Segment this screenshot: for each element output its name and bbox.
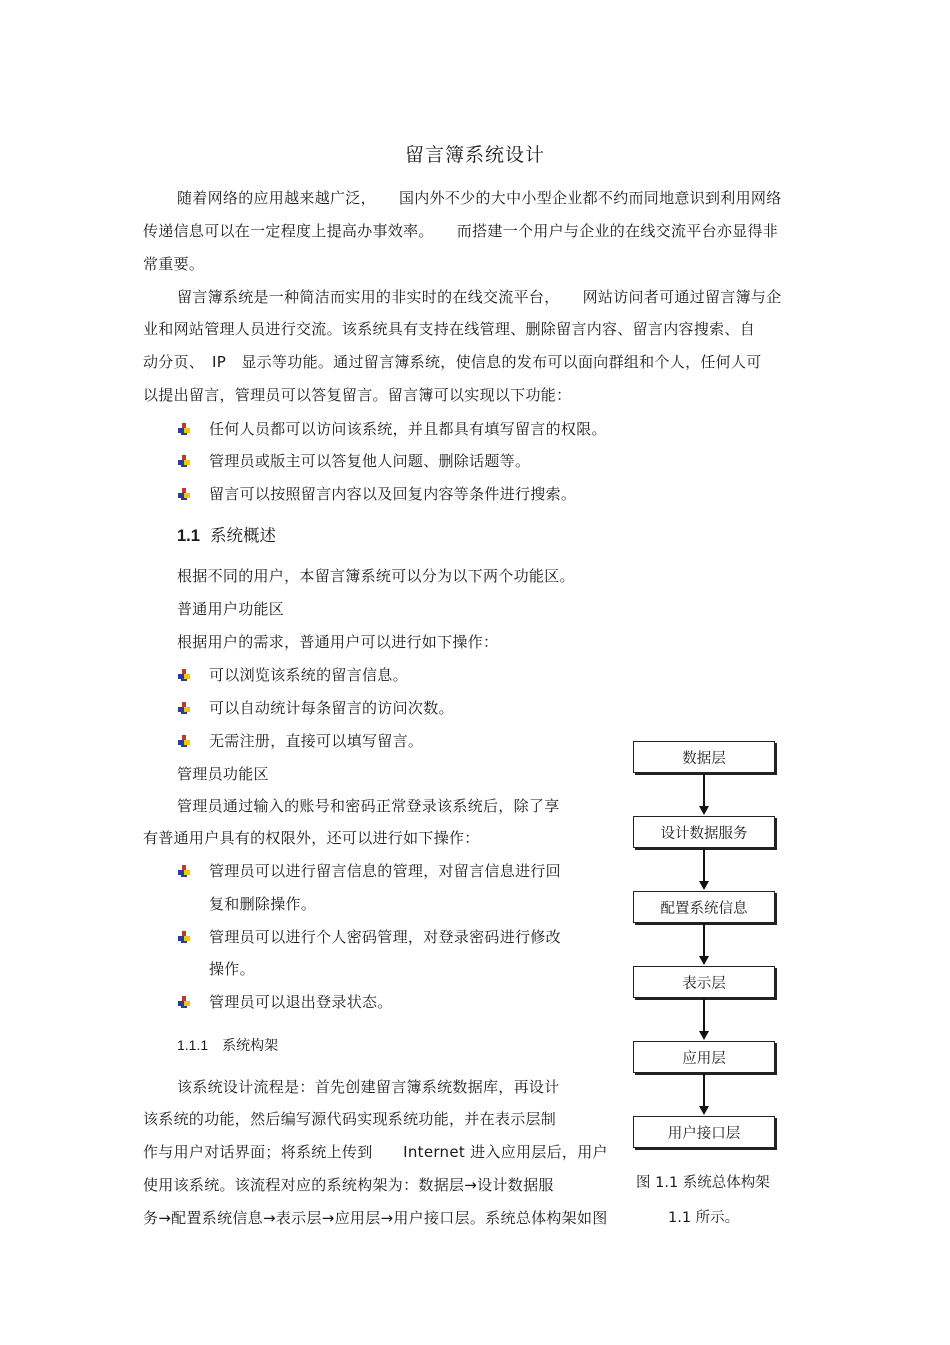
arrow-connector [703, 924, 705, 956]
intro-bullet-3: 留言可以按照留言内容以及回复内容等条件进行搜索。 [209, 485, 577, 503]
admin-area-intro-line-2: 有普通用户具有的权限外，还可以进行如下操作： [143, 829, 480, 847]
user-bullet-2: 可以自动统计每条留言的访问次数。 [209, 699, 454, 717]
subsection-number: 1.1.1 [177, 1037, 209, 1053]
admin-area-label: 管理员功能区 [177, 765, 269, 783]
flag-bullet-icon [178, 863, 191, 876]
box-data-layer: 数据层 [633, 741, 775, 773]
section-1-1-heading [177, 525, 276, 547]
subsection-title: 系统构架 [222, 1038, 279, 1054]
arrowhead [699, 881, 709, 890]
section-1-1-1-line-4: 使用该系统。该流程对应的系统构架为：数据层→设计数据服 [143, 1176, 554, 1194]
figure-caption: 图 1.1 系统总体构架 [636, 1175, 770, 1191]
user-area-intro: 根据用户的需求，普通用户可以进行如下操作： [177, 633, 499, 651]
intro-bullet-2: 管理员或版主可以答复他人问题、删除话题等。 [209, 452, 531, 470]
flag-bullet-icon [178, 486, 191, 499]
section-1-1-1-line-5: 务→配置系统信息→表示层→应用层→用户接口层。系统总体构架如图 [143, 1209, 608, 1227]
section-1-1-1-line-2: 该系统的功能，然后编写源代码实现系统功能，并在表示层制 [143, 1110, 557, 1128]
intro-p2-line-4: 以提出留言，管理员可以答复留言。留言簿可以实现以下功能： [143, 386, 572, 404]
section-1-1-p1: 根据不同的用户，本留言簿系统可以分为以下两个功能区。 [177, 567, 575, 585]
box-design-data-service: 设计数据服务 [633, 816, 775, 848]
box-user-interface-layer: 用户接口层 [633, 1116, 775, 1148]
intro-p2-line-2: 业和网站管理人员进行交流。该系统具有支持在线管理、删除留言内容、留言内容搜索、自 [143, 320, 756, 338]
arrowhead [699, 806, 709, 815]
admin-bullet-1-line-1: 管理员可以进行留言信息的管理，对留言信息进行回 [209, 862, 561, 880]
user-area-label: 普通用户功能区 [177, 600, 285, 618]
intro-bullet-1: 任何人员都可以访问该系统，并且都具有填写留言的权限。 [209, 420, 607, 438]
intro-p1-line-1: 随着网络的应用越来越广泛， 国内外不少的大中小型企业都不约而同地意识到利用网络 [177, 189, 782, 207]
admin-bullet-2-line-1: 管理员可以进行个人密码管理，对登录密码进行修改 [209, 928, 561, 946]
admin-bullet-1-line-2: 复和删除操作。 [209, 895, 317, 913]
section-1-1-1-line-3: 作与用户对话界面；将系统上传到 Internet 进入应用层后，用户 [143, 1143, 608, 1161]
intro-p1-line-2: 传递信息可以在一定程度上提高办事效率。 而搭建一个用户与企业的在线交流平台亦显得非 [143, 222, 779, 240]
flag-bullet-icon [178, 733, 191, 746]
section-title: 系统概述 [209, 526, 276, 545]
arrow-connector [703, 849, 705, 881]
intro-p2-line-3: 动分页、 IP 显示等功能。通过留言簿系统，使信息的发布可以面向群组和个人，任何人可 [143, 353, 762, 371]
admin-bullet-2-line-2: 操作。 [209, 960, 255, 978]
box-config-system-info: 配置系统信息 [633, 891, 775, 923]
section-number: 1.1 [177, 527, 200, 545]
flag-bullet-icon [178, 667, 191, 680]
admin-area-intro-line-1: 管理员通过输入的账号和密码正常登录该系统后，除了享 [177, 797, 560, 815]
box-application-layer: 应用层 [633, 1041, 775, 1073]
flag-bullet-icon [178, 929, 191, 942]
section-1-1-1-heading [177, 1035, 278, 1056]
flag-bullet-icon [178, 994, 191, 1007]
arrow-connector [703, 774, 705, 806]
arrow-connector [703, 999, 705, 1031]
flag-bullet-icon [178, 421, 191, 434]
arrowhead [699, 1031, 709, 1040]
flag-bullet-icon [178, 453, 191, 466]
arrow-connector [703, 1074, 705, 1106]
admin-bullet-3: 管理员可以退出登录状态。 [209, 993, 393, 1011]
arrowhead [699, 956, 709, 965]
user-bullet-3: 无需注册，直接可以填写留言。 [209, 732, 424, 750]
document-title: 留言簿系统设计 [404, 144, 545, 166]
figure-caption-continuation: 1.1 所示。 [668, 1210, 740, 1226]
arrowhead [699, 1106, 709, 1115]
intro-p1-line-3: 常重要。 [143, 255, 205, 273]
user-bullet-1: 可以浏览该系统的留言信息。 [209, 666, 408, 684]
flag-bullet-icon [178, 700, 191, 713]
section-1-1-1-line-1: 该系统设计流程是：首先创建留言簿系统数据库，再设计 [177, 1078, 560, 1096]
box-presentation-layer: 表示层 [633, 966, 775, 998]
intro-p2-line-1: 留言簿系统是一种简洁而实用的非实时的在线交流平台， 网站访问者可通过留言簿与企 [177, 288, 782, 306]
